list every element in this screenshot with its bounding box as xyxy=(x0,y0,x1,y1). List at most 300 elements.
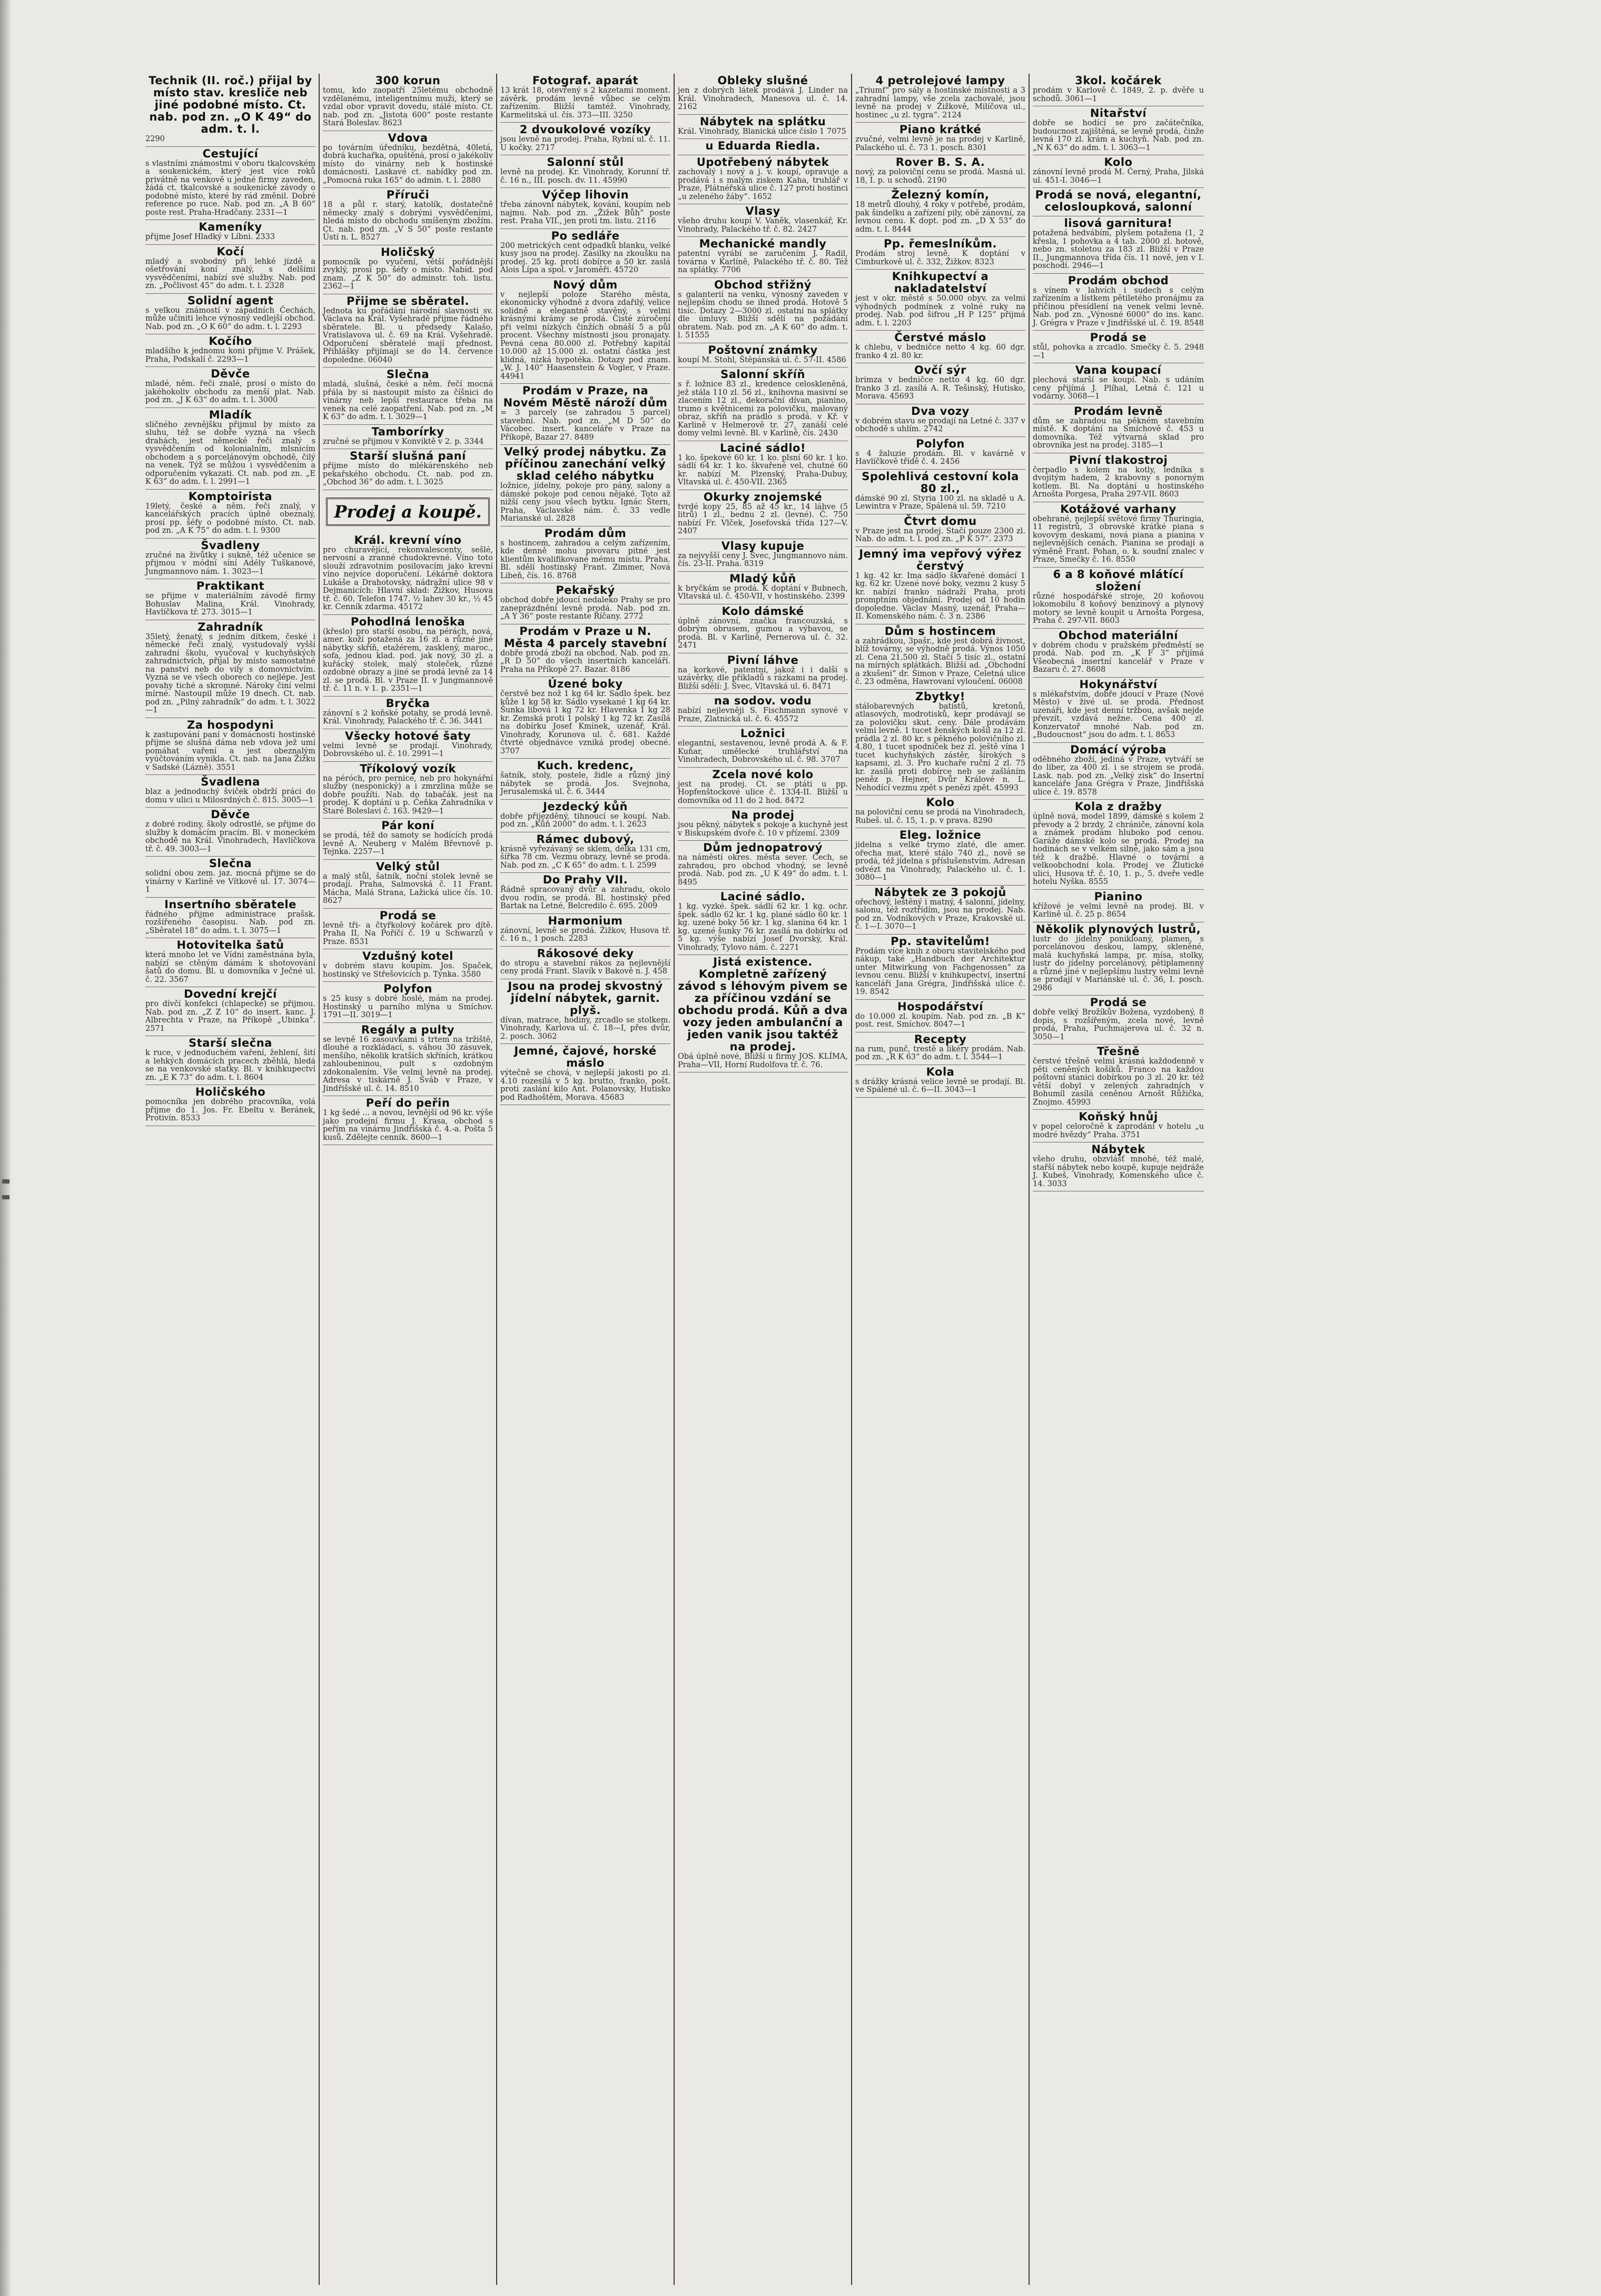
classified-ad xyxy=(323,819,493,860)
classified-ad xyxy=(855,935,1025,1000)
classified-ad xyxy=(855,514,1025,547)
classified-ad xyxy=(1033,1110,1204,1142)
classified-ad xyxy=(1033,890,1204,922)
ad-heading: Jistá existence. Kompletně zařízený závod s léhovým pivem se za příčinou vzdání se obchodu prodá. Kůň a dva vozy jeden ambulanční a jeden vanik jsou taktéž na prodej. xyxy=(678,956,848,1053)
classified-ad xyxy=(145,490,315,539)
column-2 xyxy=(320,74,497,2285)
classified-ad xyxy=(1033,363,1204,404)
column-5 xyxy=(852,74,1030,2285)
ad-heading: Přijme se sběratel. xyxy=(347,294,469,307)
ad-text: s 4 žaluzie prodám. Bl. v kavárně v Havlíčkově třídě č. 4. 2456 xyxy=(855,449,1025,466)
ad-heading: Prodám obchod xyxy=(1068,274,1169,287)
ad-text: ořechový, leštěný i matný, 4 salonní, jídelny, salonu, též roztřídím, jsou na prodej. Nab. pod zn. Vodníkových v Praze, Krakovské ul. č. 1—I. 3070—1 xyxy=(855,898,1025,931)
classified-ad xyxy=(323,131,493,188)
ad-text: zánovní levně prodá M. Černý, Praha, Jilská ul. 451-I. 3046—1 xyxy=(1033,168,1204,185)
classified-ad xyxy=(855,624,1025,690)
ad-text: se levně 16 zasouvkami s trtem na tržiště, dlouhé a rozkládací, s. váhou 30 zásuvek, menšího, několik kratších skříních, krátkou zahloubeninou, pult s ozdobným zdokonalením. Vše velmi levně na prodej. Adresa v tiskárně J. Šváb v Praze, v Jindřišské ul. č. 14. 8510 xyxy=(323,1035,493,1093)
ad-heading: Rover B. S. A. xyxy=(895,156,985,168)
ad-heading: Dům jednopatrový xyxy=(703,841,823,854)
classified-ad xyxy=(1033,996,1204,1045)
classified-ad xyxy=(323,1096,493,1145)
ad-heading: Čerstvé máslo xyxy=(894,331,986,344)
ad-heading: Kolo xyxy=(1104,156,1133,168)
ad-text: dobře prodá zboží na obchod. Nab. pod zn. „R D 50“ do všech insertních kanceláří. Praha na Příkopě 27. Bazar. 8186 xyxy=(500,649,670,674)
classified-ad xyxy=(145,539,315,580)
classified-ad xyxy=(1033,404,1204,453)
ad-text: zánovní, levně se prodá. Žižkov, Husova tř. č. 16 n., 1 posch. 2283 xyxy=(500,926,670,943)
classified-ad xyxy=(1033,1142,1204,1191)
ad-heading: Úzené boky xyxy=(548,678,623,690)
classified-ad xyxy=(855,828,1025,886)
ad-text: blaz a jednoduchý šviček obdrží práci do domu v ulici u Milosrdných č. 815. 3005—1 xyxy=(145,788,315,804)
classified-ad xyxy=(678,155,848,204)
classified-ad xyxy=(323,74,493,131)
ad-text: čerstvě bez nož 1 kg 64 kr. Sadlo špek. bez kůže 1 kg 58 kr. Sádlo vysekané 1 kg 64 kr. Šunka libová 1 kg 72 kr. Hlavenka 1 kg 28 kr. Zemská proti 1 polský 1 kg 72 kr. Zasílá na dobírku Josef Kmínek, uzenář, Král. Vinohrady, Korunova ul. č. 681. Každé čtvrté objednávce vzniká prodej obecné. 3707 xyxy=(500,690,670,756)
ad-text: jsou pěkný, nábytek s pokoje a kuchyně jest v Biskupském dvoře č. 10 v přízemí. 2309 xyxy=(678,821,848,838)
classified-ad xyxy=(323,615,493,697)
classified-ad xyxy=(500,677,670,759)
ad-text: s ř. ložnice 83 zl., kredence celoskleněná, jež stála 110 zl. 56 zl., knihovna masivní se zlacením 12 zl., dekorační dívan, pianino, trumo s květnicemi za polovičku, malovaný obraz, skříň na prádlo s prodá. v Kř. v Karlině v Helmerově tr. 27, zanáší celé domy velmi levně. Bl. v Karlině, čís. 2430 xyxy=(678,380,848,438)
classified-ad xyxy=(145,245,315,294)
ad-heading: Prodám dům xyxy=(544,526,627,540)
ad-heading: Prodá se xyxy=(1090,996,1147,1009)
classified-ad xyxy=(500,74,670,123)
ad-text: oděbného zboží, jediná v Praze, vytváří se do liber, za 400 zl. i se strojem se prodá. Lask. nab. pod zn. „Velký zisk“ do Insertní kanceláře Jana Grégra v Praze, Jindřišská ulice č. 19. 8578 xyxy=(1033,755,1204,797)
ad-text: výtečně se chová, v nejlepší jakosti po zl. 4.10 rozesílá v 5 kg. brutto, franko, pošt. proti zaslání kilo Ant. Polanovsky, Hutisko pod Radhoštěm, Morava. 45683 xyxy=(500,1069,670,1102)
classified-ad xyxy=(145,1036,315,1085)
ad-heading: Vdova xyxy=(388,131,428,144)
binding-mark xyxy=(2,1179,9,1184)
ad-heading: Pivní láhve xyxy=(727,653,799,667)
ad-heading: Peří do peřin xyxy=(365,1097,450,1109)
classified-ad xyxy=(678,441,848,490)
classified-ad xyxy=(323,367,493,425)
classified-ad xyxy=(500,188,670,229)
classified-ad xyxy=(500,914,670,947)
ad-heading: Vlasy kupuje xyxy=(721,539,805,552)
classified-ad xyxy=(678,490,848,539)
classified-ad xyxy=(1033,216,1204,274)
ad-text: levně na prodej. Kr. Vinohrady, Korunní tř. č. 16 n., III. posch. dv. 11. 45990 xyxy=(500,168,670,185)
ad-text: křížové je velmi levně na prodej. Bl. v Karlině ul. č. 25 p. 8654 xyxy=(1033,902,1204,919)
ad-heading: Rámec dubový, xyxy=(536,832,635,846)
ad-text: a zahrádkou, 3pašr., kde jest dobrá živnost, blíž továrny, se výhodně prodá. Výnos 1050 zl. Cena 21.500 zl. Stačí 5 tisíc zl., ostatní na mírných splátkách. Bližší ad. „Obchodní a zkušeni“ dr. Šimon v Praze, Celetná ulice č. 23 odměna, Hawrovaní vyloučení. 06008 xyxy=(855,637,1025,686)
ad-heading: Laciné sádlo. xyxy=(720,890,806,903)
classified-ad xyxy=(855,796,1025,828)
classified-ad xyxy=(500,123,670,155)
ad-text: 1 kg. vyzké. špek. sádlí 62 kr. 1 kg. ochr. špek. sádlo 62 kr. 1 kg. plané sádlo 60 kr. 1 kg. uzené boky 56 kr. 1 kg. slanina 64 kr. 1 kg. uzené šunky 76 kr. zasílá na dobírku od 5 kg. výše nabízí Josef Dvorský, Král. Vinohrady, Tylovo nám. č. 2271 xyxy=(678,902,848,952)
column-3 xyxy=(497,74,675,2285)
ad-text: jen z dobrých látek prodává J. Linder na Král. Vinohradech, Manesova ul. č. 14. 2162 xyxy=(678,86,848,111)
ad-text: a malý stůl, šatník, noční stolek levně se prodají. Praha, Salmovská č. 11 Frant. Mácha, Malá Strana, Lažická ulice čís. 10. 8627 xyxy=(323,872,493,905)
ad-text: sličného zevnějšku přijmul by místo za sluhu, též se dobře vyzná na všech drahách, jest německé řeči znalý s vysvědčením od kolonialním, mlsnicím obchodem a s porcelánovým obchodě, čilý na venek. Týž se můžou i vysvědčením a odporučením vykazati. Ct. nab. pod zn. „E K 63“ do adm. t. l. 2991—1 xyxy=(145,420,315,486)
classified-ad xyxy=(145,74,315,147)
ad-heading: Recepty xyxy=(914,1032,967,1046)
ad-text: k bryčkám se prodá. K doptání v Bubnech, Vltavská ul. č. 450-VII, v hostinského. 2399 xyxy=(678,584,848,601)
classified-ad xyxy=(678,653,848,694)
ad-heading: Salonní stůl xyxy=(547,156,624,168)
classified-ad xyxy=(323,762,493,819)
ad-text: mladé, něm. řeči znalé, prosí o místo do jakéhokoliv obchodu za menší plat. Nab. pod zn. „J K 63“ do adm. t. l. 3000 xyxy=(145,380,315,404)
ad-text: do 10.000 zl. koupím. Nab. pod zn. „B K“ post. rest. Smíchov. 8047—1 xyxy=(855,1012,1025,1029)
classified-ad xyxy=(855,547,1025,624)
classified-ad xyxy=(678,204,848,237)
ad-text: která mnoho let ve Vídni zaměstnána byla, nabízí se ctěným dámám k shotovování šatů do domu. Bl. u domovníka v Ječné ul. č. 22. 3567 xyxy=(145,951,315,984)
ad-text: tvrdé kopy 25, 85 až 45 kr., 14 láhve (5 litrů) 1 zl., bednu 2 zl. (levné). Č. 750 nabízí Fr. Vlček, Josefovská třída 127—V. 2407 xyxy=(678,502,848,535)
ad-text: zručné na živůtky i sukně, též učenice se přijmou v módní síní Adély Tuškanové, Jungmannovo nám. 1. 3023—1 xyxy=(145,551,315,576)
ad-text: úplně zánovní, značka francouzská, s dobrým obrusem, gumou a výbavou, se prodá. Bl. v Karlině, Pernerova ul. č. 32. 2471 xyxy=(678,617,848,650)
ad-text: úplně nová, model 1899, dámské s kolem 2 převody a 2 brzdy, 2 chrániče, zánovní kola a známek prodám hluboko pod cenou. Garáže dámské kolo se prodá. Prodej na hodinách se v velkém silné, jako sám a jsou též k dražbě. Hlavné o tovární a velkoobchodní kola. Prodej ve Žlutické ulici, Husova tř. č. 10, 1. p., 5. dveře vedle hotelu Nyška. 8555 xyxy=(1033,812,1204,886)
ad-heading: Obleky slušné xyxy=(717,74,808,87)
ad-text: mladá, slušná, české a něm. řečí mocná přála by si nastoupit místo za číšnici do vinárny neb lepší restaurace třeba na venek na celé zaopatření. Nab. pod zn. „M K 63“ do adm. t. l. 3029—1 xyxy=(323,380,493,421)
ad-text: mladšího k jednomu koni přijme V. Prášek, Praha, Podskalí č. 2293—1 xyxy=(145,347,315,364)
classified-ad xyxy=(855,74,1025,123)
classified-ad xyxy=(678,74,848,115)
classified-ad xyxy=(145,857,315,898)
ad-text: = 3 parcely (se zahradou 5 parcel) stavební. Nab. pod zn. „M D 50“ do Vácobec. insert. kanceláře v Praze na Příkopě, Bazar 27. 8489 xyxy=(500,409,670,442)
classified-ad xyxy=(678,367,848,441)
ad-text: pro churavějící, rekonvalescenty, sešlé, nervosní a zranné chudokrevné. Víno toto slouží zdravotním posilovacím jako krevní víno nejvíce doporučení. Lékárně doktora Lukáše a Drahotovsky, nádražní ulice 98 v Dejmanicích: Hlavní sklad: Žižkov, Husova tř. č. 60. Telefon 1747. ½ lahev 30 kr., ½ 45 kr. Cenník zdarma. 45172 xyxy=(323,545,493,611)
ad-text: jsou levně na prodej. Praha, Rybní ul. č. 11. U kočky. 2717 xyxy=(500,135,670,152)
ad-text: elegantní, sestavenou, levně prodá A. & F. Kuňar, umělecké truhlářství na Vinohradech, Dobrovského ul. č. 98. 3707 xyxy=(678,739,848,764)
classified-ad xyxy=(145,898,315,939)
ad-heading: Kameníky xyxy=(199,221,262,233)
ad-text: ložnice, jídelny, pokoje pro pány, salony a dámské pokoje pod cenou nějaké. Toto až nižší ceny jsou všech bytku. Ignác Štern, Praha, Václavské nám. č. 33 vedle Marianské ul. 2828 xyxy=(500,482,670,523)
classified-ad xyxy=(1033,74,1204,106)
ad-text: „Triumf“ pro sály a hostinské místnosti a 3 zahradní lampy, vše zcela zachovalé, jsou levně na prodej v Žižkově, Milíčova ul., hostinec „u zl. tygra“. 2124 xyxy=(855,86,1025,120)
classified-ad xyxy=(145,367,315,408)
classified-ad xyxy=(855,886,1025,935)
ad-heading: Prodám v Praze u N. Města 4 parcely stavební xyxy=(503,624,667,650)
ad-text: 13 krát 18, otevřený s 2 kazetami moment. závěrk. prodám levně vůbec se celým zařízením. Bližší tamtéž. Vinohrady, Karmelitská ul. čís. 373—III. 3250 xyxy=(500,86,670,120)
ad-heading: Upotřebený nábytek xyxy=(696,156,829,168)
ad-text: třeba zánovní nábytek, kování, koupím neb najmu. Nab. pod zn. „Žižek Bůh“ poste rest. Praha VII., jen proti tm. listu. 2116 xyxy=(500,201,670,225)
ad-heading: Tamborírky xyxy=(371,425,444,438)
classified-ad xyxy=(1033,106,1204,155)
ad-text: stálobarevných batistů, kretonů, atlasových, modrotisků, kepr prodávají se za polovičku skut. ceny. Dále prodávám velmi levně. 1 tucet ženských košil za 12 zl. prádla 2 zl. 80 kr. s pěkného polovičního zl. 4.80, 1 tucet spodniček bez zl. ještě vína 1 tucet kuchyňských zástěr, šírokých s kapsami, zl. 3. Pro kuchaře ruční 2 zl. 75 kr. zasílá proti dobírce neb se zašláním peněz p. Hejner, Dvůr Králové n. L. Nehodící vezmu zpět s penězi zpět. 45993 xyxy=(855,702,1025,792)
classified-ad xyxy=(145,334,315,367)
ad-heading: Vzdušný kotel xyxy=(362,950,453,962)
ad-heading: Pp. stavitelům! xyxy=(891,935,990,948)
classified-ad xyxy=(1033,155,1204,188)
ad-text: přijme místo do mlékárenského neb pekařského obchodu. Ct. nab. pod zn. „Obchod 36“ do adm. t. l. 3025 xyxy=(323,462,493,486)
ad-text: Prodám více knih z oboru stavitelského pod nákup, také „Handbuch der Architektur unter Mitwirkung von Fachgenossen“ za levnou cenu. Bližší v knihkupectví, insertní kanceláři Jana Grégra, Jindřišská ulice č. 19. 8542 xyxy=(855,947,1025,996)
ad-text: dobře přijezděný, tihnoucí se koupí. Nab. pod zn. „Kůň 2000“ do adm. t. l. 2623 xyxy=(500,812,670,829)
classified-ad xyxy=(678,343,848,368)
classified-ad xyxy=(855,1000,1025,1032)
ad-text: nový, za poloviční cenu se prodá. Masná ul. 18, I. p. u schodů. 2190 xyxy=(855,168,1025,185)
ad-text: jidelna s velké trymo zlaté, dle amer. ořecha mat, které stálo 740 zl., nově se prodá, též jídelna s příslušenstvím. Adresan odvézt na Vinohrady, Palackého ul. č. 1. 3080—1 xyxy=(855,841,1025,882)
ad-heading: Jsou na prodej skvostný jídelní nábytek, garnit. plyš. xyxy=(508,979,663,1017)
ad-heading: Kola z dražby xyxy=(1074,800,1162,813)
ad-heading: Hotovitelka šatů xyxy=(176,939,284,951)
ad-heading: Jemný ima vepřový výřez čerstvý xyxy=(859,547,1022,572)
classified-ad xyxy=(323,188,493,245)
ad-heading: Insertního sběratele xyxy=(164,898,297,911)
classified-ad xyxy=(855,363,1025,404)
ad-text: v Praze jest na prodej. Stačí pouze 2300 zl. Nab. do adm. t. l. pod zn. „P K 57“. 2373 xyxy=(855,526,1025,543)
ad-heading: Domácí výroba xyxy=(1070,743,1167,756)
classified-ad xyxy=(500,979,670,1045)
ad-heading: Salonní skříň xyxy=(720,368,805,381)
classified-ad xyxy=(1033,922,1204,996)
classified-ad xyxy=(323,533,493,615)
classified-ad xyxy=(145,220,315,245)
ad-heading: Harmonium xyxy=(548,914,623,927)
classified-ad xyxy=(678,890,848,955)
ad-text: obehrané, nejlepší světové firmy Thuringia, 11 registrů, 3 obrovské krátké piana s kovovým deskami, nová piana a pianina v nejlevnějších cenách. Pianina se prodají a výměně Frant. Pohan, o. k. soudní znalec v Praze, Smečky č. 16. 8550 xyxy=(1033,514,1204,564)
ad-text: všeho druhu, obzvlášť mnohé, též malé, stařší nábytek nebo koupě, kupuje nejdráže J. Kubeš, Vinohrady, Komenského ulice č. 14. 3033 xyxy=(1033,1155,1204,1188)
ad-heading: Pivní tlakostroj xyxy=(1069,453,1168,466)
ad-text: velmi levně se prodají. Vinohrady, Dobrovského ul. č. 10. 2991—1 xyxy=(323,741,493,758)
classified-ad xyxy=(678,727,848,768)
ad-text: 18 metrů dlouhý, 4 roky v potřebě, prodám, pak šindelku a zařízení pily, obě zánovní, za levnou cenu. K dopt. pod zn. „D X 53“ do adm. t. l. 8444 xyxy=(855,201,1025,234)
classified-ad xyxy=(1033,629,1204,678)
ad-heading: Za hospodyni xyxy=(187,718,274,731)
ad-text: se prodá, též do samoty se hodících prodá levně A. Neuberg v Malém Břevnově p. Tejnka. 2257—1 xyxy=(323,831,493,856)
ad-text: na péróch, pro pernice, neb pro hokynářní služby (nesponický) a i zmrzlina může se dobře použíti. Nab. do tabačák. jest na prodej. K doptání u p. Čeňka Zahradníka v Staré Boleslavi č. 163. 9429—1 xyxy=(323,774,493,816)
ad-text: jest v okr. městě s 50.000 obyv. za velmi výhodných podmínek z volné ruky na prodej. Nab. pod šifrou „H P 125“ přijmá adm. t. l. 2203 xyxy=(855,294,1025,327)
ad-text: mladý a svobodný při lehké jízdě a ošetřování koní znalý, s delšími vysvědčeními, nabízí své služby. Nab. pod zn. „Počlivost 45“ do adm. t. l. 2328 xyxy=(145,257,315,290)
ad-text: Obá úplně nové, Bližší u firmy JOS. KLÍMA, Praha—VII, Horní Rudolfova tř. č. 76. xyxy=(678,1052,848,1069)
ad-heading: Velký stůl xyxy=(375,860,440,873)
binding-shadow xyxy=(0,0,12,2296)
ad-heading: Děvče xyxy=(211,367,250,380)
classified-ad xyxy=(145,147,315,221)
ad-text: (křeslo) pro starší osobu, na pérách, nová, amer. koží potažená za 16 zl. a různé jiné nábytky skříň, etažérem, zasklený, maroc., sofa, jednou klad. pod. jak nový, 30 zl. a kuřácký stolek, malý stoleček, různé ozdobné obrazy a jiné se prodá levně za 14 zl. se prodá. Bl. v Praze II. v Jungmannově tř. č. 11 n. v 1. p. 2351—1 xyxy=(323,627,493,693)
classified-ad xyxy=(855,331,1025,363)
classified-ad xyxy=(500,583,670,624)
ad-heading: Zbytky! xyxy=(915,690,965,703)
ad-text: 2290 xyxy=(145,135,165,143)
classified-ad xyxy=(855,1032,1025,1065)
ad-text: v dobrém chodu v pražském předměstí se prodá. Nab. pod zn. „K F 3“ přijímá Všeobecná insertní kancelář v Praze v Bazaru č. 27. 8608 xyxy=(1033,641,1204,674)
ad-text: tomu, kdo zaopatří 25letému obchodně vzdělanému, inteligentnímu muži, který se vzdal obor vpravit dovedu, stálé místo. Ct. nab. pod zn. „Jistota 600“ poste restante Stará Boleslav. 8623 xyxy=(323,86,493,127)
ad-text: Král. Vinohrady, Blanická ulice číslo 1 7075 xyxy=(678,127,846,136)
ad-text: šatník, stoly, postele, židle a různý jiný nábytek se prodá. Jos. Svejnoha, Jerusalemská ul. č. 6. 3444 xyxy=(500,771,670,796)
classified-ad xyxy=(855,437,1025,470)
ad-text: s vínem v lahvích i sudech s celým zařízením a lístkem pětiletého pronájmu za příčinou přesídlení na venek velmi levně. Nab. pod zn. „Výnosné 6000“ do ins. kanc. J. Grégra v Praze v Jindřišské ul. č. 19. 8548 xyxy=(1033,286,1204,327)
ad-heading: u Eduarda Riedla. xyxy=(705,140,821,152)
ad-heading: Kotážové varhany xyxy=(1060,502,1177,515)
ad-heading: Pohodlná lenoška xyxy=(350,615,466,628)
ad-text: čerstvé třešně velmi krásná každodenně v pěti ceněných košíků. Franco na každou poštovní stanici dobírkou po 3 zl. 20 kr. též větší dobyl v zelených zahradních v Bohumíl zasílá ceněnou Arnošt Růžička, Znojmo. 45993 xyxy=(1033,1057,1204,1107)
classified-ad xyxy=(1033,1045,1204,1110)
classified-ad xyxy=(323,909,493,950)
ad-text: s mlékařstvím, dobře jdoucí v Praze (Nové Město) v živé ul. se prodá. Přednost uzenáři, kde jest denní tržbou, avšak nejde převzít, vzdává nežne. Cena 400 zl. Konzervatoř mnohé Nab. pod zn. „Budoucnost“ jsou do adm. t. l. 8653 xyxy=(1033,690,1204,739)
ad-text: 35letý, ženatý, s jedním dítkem, české i německé řeči znalý, vystudovalý vyšší zahradní školu, vyučoval v kuchyňských zahradnictvích, přijal by místo samostatné na panství neb do vily s domovnictvím. Vyzná se ve všech oborech co nejlépe. Jest povahy tiché a skromné. Nároky činí velmi mírné. Nastoupil může 19 dnech. Ct. nab. pod zn. „Pilný zahradník“ do adm. t. l. 3022—1 xyxy=(145,632,315,714)
ad-heading: Kočí xyxy=(216,245,244,258)
ad-text: dům se zahradou na pěkném stavebním místě. K doptání na Smíchově č. 453 u domovníka. Též výtvarná sklad pro obrovníka jest na prodej. 3185—1 xyxy=(1033,416,1204,450)
ad-heading: Pekařský xyxy=(556,584,615,597)
classified-ad xyxy=(500,445,670,526)
ad-text: dívan, matrace, hodiny, zrcadlo se stolkem. Vinohrady, Karlova ul. č. 18—I, přes dvůr, 2. posch. 3062 xyxy=(500,1016,670,1041)
classified-ad xyxy=(678,278,848,343)
ad-text: Jednota ku pořádání národní slavnosti sv. Václava na Král. Vyšehradě přijme řádného sběratele. Bl. u předsedy Kalašo, Vratislavova ul. č. 69 na Král. Vyšehradě. Odporučení sběratelé mají přednost. Přihlášky přijímají se do 14. července dopoledne. 06040 xyxy=(323,306,493,364)
classified-ad xyxy=(855,188,1025,237)
binding-mark xyxy=(2,1195,9,1199)
ad-text: za nejvyšší ceny J. Švec, Jungmannovo nám. čís. 23-II. Praha. 8319 xyxy=(678,551,848,568)
ad-heading: Polyfon xyxy=(383,982,432,995)
classified-ad xyxy=(323,425,493,450)
column-1 xyxy=(142,74,320,2285)
ad-text: na poloviční cenu se prodá na Vinohradech, Rubeš. ul. č. 15, 1. p. v prava. 8290 xyxy=(855,808,1025,825)
ad-text: v nejlepší poloze Starého města, ekonomicky výhodně z dvora zdařilý, velice solidně a elegantně stavěný, s velmi krásnými krámy se prodá. Čisté zúročení při velmi nízkých činžích obnáší 5 a půl procent. Všechny místnosti jsou pronajaty. Pevná cena 80.000 zl. Potřebný kapitál 10.000 až 15.000 zl. ostatní částka jest klidná, nízká hypotéka. Dotazy pod znam. „W. J. 140“ Haasenstein & Vogler, v Praze. 44941 xyxy=(500,290,670,381)
ad-text: k ruce, v jednoduchém vaření, žehlení, šití a lehkých domácích pracech zběhlá, hledá se na venkovské statky. Bl. v knihkupectví zn. „E K 73“ do adm. t. l. 8604 xyxy=(145,1049,315,1082)
ad-heading: Výčep lihovin xyxy=(541,188,629,201)
ad-heading: Kolo xyxy=(926,796,955,809)
ad-heading: 4 petrolejové lampy xyxy=(875,74,1005,87)
ad-heading: Solidní agent xyxy=(187,294,274,307)
ad-heading: lisová garnitura! xyxy=(1064,217,1173,230)
ad-text: Řádně spracovaný dvůr a zahradu, okolo dvou rodin, se prodá. Bl. hostinský před Bartak na Letné, Belcredilo č. 695. 2009 xyxy=(500,886,670,910)
ad-heading: Vlasy xyxy=(745,205,780,217)
classified-ad xyxy=(500,759,670,800)
ad-text: pomocník po vyučení, větší pořádnější zvyklý, prosí pp. šéfy o místo. Nabíd. pod znam. „Z K 50“ do adminstr. toh. listu. 2362—1 xyxy=(323,257,493,291)
ad-heading: Ložnici xyxy=(740,727,786,740)
ad-heading: Poštovní známky xyxy=(708,343,818,356)
ad-heading: Tříkolový vozík xyxy=(360,762,456,775)
ad-heading: Děvče xyxy=(211,808,250,821)
classified-ad xyxy=(323,449,493,490)
ad-heading: Starší slušná paní xyxy=(350,450,466,462)
ad-heading: Komptoiristа xyxy=(188,490,273,503)
classified-ad xyxy=(145,987,315,1036)
ad-heading: Okurky znojemské xyxy=(703,490,823,503)
classified-ad xyxy=(678,572,848,604)
ad-heading: Piano krátké xyxy=(899,123,982,136)
ad-heading: Několik plynových lustrů, xyxy=(1035,922,1201,936)
ad-text: levně tři- a čtyřkolový kočárek pro dítě. Praha II, Na Poříčí č. 19 u Schwarzů v Praze. 8531 xyxy=(323,921,493,946)
ad-text: různé hospodářské stroje, 20 koňovou lokomobilu 8 koňový benzinový a plynový motory se levně koupit u Arnošta Porgesa, Praha č. 297-VII. 8603 xyxy=(1033,592,1204,625)
classified-ad xyxy=(678,237,848,278)
ad-heading: 2 dvoukolové vozíky xyxy=(519,123,651,136)
classified-ad xyxy=(145,1085,315,1126)
ad-heading: Vana koupací xyxy=(1075,364,1162,376)
classified-ad xyxy=(855,123,1025,155)
classified-ad xyxy=(855,470,1025,514)
ad-text: po továrním úředníku, bezdětná, 40letá, dobrá kuchařka, opuštěná, prosí o jakékoliv místo do vinárny neb k hostinské domácnosti. Laskavé ct. nabídky pod zn. „Pomocná ruka 165“ do admin. t. l. 2880 xyxy=(323,143,493,185)
ad-text: koupí M. Stohl, Štěpánská ul. č. 57-II. 4586 xyxy=(678,355,846,364)
classified-ad xyxy=(855,1065,1025,1098)
ad-text: pomocníka jen dobrého pracovníka, volá přijme do 1. Jos. Fr. Ebeltu v. Beránek, Protivín. 8533 xyxy=(145,1098,315,1122)
ad-text: čerpadlo s kolem na kotly, ledníka s dvojitým hadem, 2 krabovny s ponorným kotlem. Bl. Na doptání u hostinského Arnošta Porgesa, Praha 297-VII. 8603 xyxy=(1033,465,1204,499)
ad-heading: Laciné sádlo! xyxy=(719,441,806,454)
ad-text: k zastupování paní v domácnosti hostinské přijme se slušná dáma neb vdova jež umí pomáhat vaření a jest obeznalým vyúčtováním vynikla. Ct. nab. na Jana Žižku v Sadské (Lázně). 3551 xyxy=(145,730,315,772)
ad-heading: Železný komín, xyxy=(891,188,990,201)
ad-text: všeho druhu koupí V. Vaněk, vlasenkář, Kr. Vinohrady, Palackého tř. č. 82. 2427 xyxy=(678,217,848,234)
ad-text: 1 ko. špekové 60 kr. 1 ko. plsní 60 kr. 1 ko. sádlí 64 kr. 1 ko. škvařené vel. chutné 60 kr. nabízí M. Plzenský, Praha-Dubuy, Vltavská ul. č. 450-VII. 2365 xyxy=(678,453,848,486)
ad-heading: Jemné, čajové, horské máslo xyxy=(514,1045,657,1069)
ad-heading: Starší slečna xyxy=(189,1037,272,1049)
classified-ad xyxy=(500,229,670,278)
ad-text: s vlastními známostmi v oboru tkalcovském a soukenickém, který jest více roků privátně na venkově u jedné firmy zaveden, žádá ct. tkalcovské a soukenické závody o podobné místo, které by rád změnil. Dobré reference po ruce. Nab. pod zn. „A B 60“ poste rest. Praha-Hradčany. 2331—1 xyxy=(145,159,315,217)
ad-text: na náměstí okres. města sever. Čech, se zahradou, pro obchod vhodný, se levně prodá. Nab. pod zn. „U K 49“ do adm. t. l. 8495 xyxy=(678,853,848,887)
ad-heading: Technik (II. roč.) přijal by místo stav. kresliče neb jiné podobné místo. Ct. nab. pod zn. „O K 49“ do adm. t. l. xyxy=(149,74,312,135)
classified-ad xyxy=(678,768,848,809)
ad-text: dámské 90 zl. Styria 100 zl. na skladě u A. Lewintra v Praze, Spálená ul. 59. 7210 xyxy=(855,494,1025,511)
ad-text: 18 a půl r. starý, katolík, dostatečně německy znalý s dobrými vysvědčeními, hledá místo do obchodu smíšeným zbožím. Ct. nab. pod zn. „V S 50“ poste restante Ústí n. L. 8527 xyxy=(323,201,493,242)
ad-heading: Prodám levně xyxy=(1074,404,1163,418)
classified-ad xyxy=(145,294,315,335)
classified-ad xyxy=(500,624,670,678)
classified-ad xyxy=(145,775,315,808)
ad-text: lustr do jídelny ponikloaný, plamen, s porcelánovou deskou, lampy, skleněné, malá kuchyňská lampa, pr. mísa, stolky, lustr do jídelny porcelánový, pětiplamenný a různé jiné v nejlepšímu lustry velmi levně se prodají v Mariánské ul. č. 36, I. posch. 2986 xyxy=(1033,935,1204,992)
classified-ad xyxy=(678,115,848,140)
ad-heading: Hospodářství xyxy=(897,1000,983,1013)
classified-ad xyxy=(323,245,493,294)
ad-heading: Eleg. ložnice xyxy=(899,829,982,841)
classified-ad xyxy=(1033,678,1204,743)
ad-heading: Nitařství xyxy=(1090,107,1147,120)
ad-heading: Prodá se nová, elegantní, celosloupková, salonní xyxy=(1035,188,1202,213)
ad-heading: Prodá se xyxy=(1090,331,1147,344)
classified-ad xyxy=(1033,188,1204,216)
ad-text: nabízí nejlevněji S. Fischmann synové v Praze, Zlatnická ul. č. 6. 45572 xyxy=(678,707,848,723)
ad-heading: Příruči xyxy=(386,188,430,201)
ad-heading: Slečna xyxy=(209,857,252,870)
ad-heading: Mladík xyxy=(209,408,252,421)
ad-heading: na sodov. vodu xyxy=(714,694,812,707)
ad-heading: Dům s hostincem xyxy=(884,624,996,638)
ad-heading: Král. krevní víno xyxy=(354,533,462,546)
classified-ad xyxy=(678,139,848,155)
ad-text: s hostincem, zahradou a celým zařízením, kde denně mohu pivovaru pitné jest klientům kvalifikované mému místu. Praha. Bl. sdělí hostinský Frant. Zimmer, Nová Libeň, čís. 16. 8768 xyxy=(500,539,670,580)
ad-heading: Pianino xyxy=(1094,890,1143,903)
classified-ad xyxy=(678,955,848,1072)
classified-ad xyxy=(500,800,670,832)
ad-heading: Obchod materiální xyxy=(1059,629,1178,642)
ad-heading: Nábytek na splátku xyxy=(699,115,826,128)
ad-text: solidní obou zem. jaz. mocná přijme se do vinárny v Karlině ve Vítkově ul. 17. 3074—1 xyxy=(145,869,315,894)
ad-text: řádného přijme administrace prašsk. rozšířeného časopisu. Nab. pod zn. „Sběratel 18“ do adm. t. l. 3075—1 xyxy=(145,910,315,935)
column-4 xyxy=(675,74,852,2285)
ad-heading: Dovední krejčí xyxy=(184,988,277,1000)
classified-ad xyxy=(1033,453,1204,502)
ad-heading: Kola xyxy=(926,1065,955,1078)
ad-text: na rum, punč, trestě a likéry prodám. Nab. pod zn. „R K 63“ do adm. t. l. 3544—1 xyxy=(855,1045,1025,1061)
classified-ad xyxy=(323,697,493,729)
ad-text: stůl, pohovka a zrcadlo. Smečky č. 5. 2948—1 xyxy=(1033,343,1204,360)
classified-ad xyxy=(678,808,848,841)
classified-ad xyxy=(500,526,670,584)
ad-heading: Nábytek xyxy=(1091,1143,1145,1156)
ad-heading: Kuch. kredenc, xyxy=(537,759,634,772)
ad-text: do stropu a stavební rákos za nejlevnější ceny prodá Frant. Slavík v Bakově n. J. 458 xyxy=(500,959,670,976)
section-banner-title: Prodej a koupě. xyxy=(334,501,482,522)
classified-ad xyxy=(145,408,315,490)
ad-heading: Pp. řemeslníkům. xyxy=(883,237,997,250)
classified-ad xyxy=(323,982,493,1023)
ad-heading: Obchod střižný xyxy=(714,278,812,291)
ad-heading: Na prodej xyxy=(731,809,795,821)
ad-heading: Praktikant xyxy=(196,580,265,592)
ad-text: na korkové, patentní, jakož i i další s uzávěrky, dle příkladů s rázkami na prodej. Bližší sdělí: J. Švec, Vltavská ul. 6. 8471 xyxy=(678,665,848,691)
classified-ad xyxy=(678,841,848,890)
ad-heading: Prodám v Praze, na Novém Městě nároží dům xyxy=(503,384,668,409)
ad-heading: Švadleny xyxy=(201,539,260,552)
ad-text: 1 kg. 42 kr. Ima sádlo škvařené domácí 1 kg. 62 kr. Uzené nové boky, vezmu 2 kusy 5 kr. nabízí franko nádraží Praha, proti promptním objednání. Prodej od 10 hodin dopoledne. Václav Masný, uzenář, Praha—II. Komenského nám. č. 3 n. 2386 xyxy=(855,571,1025,621)
classified-ad xyxy=(855,155,1025,188)
classified-ad xyxy=(678,539,848,572)
ad-text: v popel celoročně k zaprodání v hotelu „u modré hvězdy“ Praha. 3751 xyxy=(1033,1122,1204,1139)
ad-heading: Spolehlivá cestovní kola 80 zl., xyxy=(862,470,1019,495)
ad-text: přijme Josef Hladký v Líbni. 2333 xyxy=(145,233,275,241)
ad-heading: Holičského xyxy=(195,1086,266,1098)
ad-heading: 6 a 8 koňové mlátící složení xyxy=(1053,568,1184,593)
ad-heading: Hokynářství xyxy=(1079,678,1158,691)
classified-ad xyxy=(323,729,493,762)
